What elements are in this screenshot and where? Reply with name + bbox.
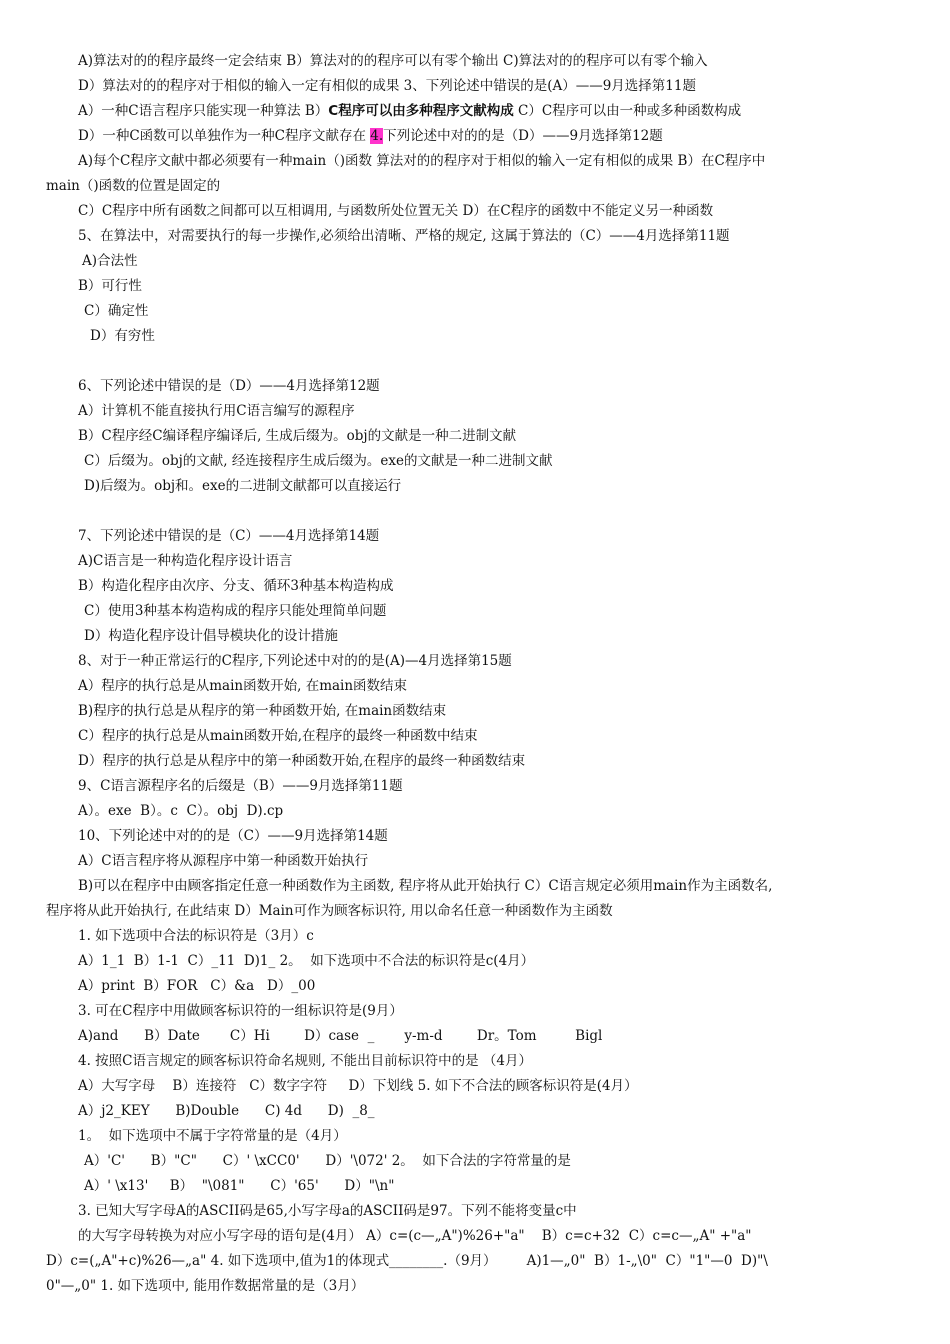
- text-line: A）1_1 B）1-1 C）_11 D)1_ 2。 如下选项中不合法的标识符是c(4月）: [78, 953, 535, 969]
- text-line: main（)函数的位置是固定的: [46, 178, 221, 194]
- inline-text: C）C程序可以由一种或多种函数构成: [513, 103, 742, 119]
- text-line: 4. 按照C语言规定的顾客标识符命名规则, 不能出目前标识符中的是 （4月）: [78, 1053, 532, 1069]
- text-line-q4: [78, 126, 663, 146]
- text-line: A）。exe B）。c C）。obj D).cp: [78, 803, 284, 819]
- text-line: A)and B）Date C）Hi D）case _ y-m-d Dr。Tom Bigl: [78, 1028, 603, 1044]
- inline-text: A）一种C语言程序只能实现一种算法 B）: [78, 103, 329, 119]
- text-line: D）程序的执行总是从程序中的第一种函数开始,在程序的最终一种函数结束: [78, 753, 526, 769]
- text-line: 3. 已知大写字母A的ASCII码是65,小写字母a的ASCII码是97。下列不能将变量c中: [78, 1203, 577, 1219]
- text-line: 7、下列论述中错误的是（C）——4月选择第14题: [78, 528, 380, 544]
- highlighted-number: 4.: [370, 128, 384, 144]
- text-line: 的大写字母转换为对应小写字母的语句是(4月） A）c=(c—„A")%26+"a" B）c=c+32 C）c=c—„A" +"a": [78, 1228, 752, 1244]
- text-line: A)合法性: [82, 253, 138, 269]
- text-line: 9、C语言源程序名的后缀是（B）——9月选择第11题: [78, 778, 403, 794]
- text-line: D)后缀为。obj和。exe的二进制文献都可以直接运行: [84, 478, 402, 494]
- text-line: A）'C' B）"C" C）' \xCC0' D）'\072' 2。 如下合法的字符常量的是: [84, 1153, 571, 1169]
- text-line: D）算法对的的程序对于相似的输入一定有相似的成果 3、下列论述中错误的是(A）——9月选择第11题: [78, 78, 696, 94]
- text-line: C）确定性: [84, 303, 149, 319]
- text-line: B）构造化程序由次序、分支、循环3种基本构造构成: [78, 578, 394, 594]
- bold-text: C程序可以由多种程序文献构成: [328, 103, 514, 119]
- text-line: C）使用3种基本构造构成的程序只能处理简单问题: [84, 603, 387, 619]
- inline-text: 下列论述中对的的是（D）——9月选择第12题: [383, 128, 663, 144]
- text-line: A）程序的执行总是从main函数开始, 在main函数结束: [78, 678, 408, 694]
- text-line: C）后缀为。obj的文献, 经连接程序生成后缀为。exe的文献是一种二进制文献: [84, 453, 553, 469]
- text-line: A）C语言程序将从源程序中第一种函数开始执行: [78, 853, 369, 869]
- text-line: D）有穷性: [90, 328, 155, 344]
- text-line: 1. 如下选项中合法的标识符是（3月）c: [78, 928, 314, 944]
- inline-text: D）一种C函数可以单独作为一种C程序文献存在: [78, 128, 371, 144]
- text-line: A）计算机不能直接执行用C语言编写的源程序: [78, 403, 355, 419]
- text-line: 1。 如下选项中不属于字符常量的是（4月）: [78, 1128, 347, 1144]
- text-line: B）C程序经C编译程序编译后, 生成后缀为。obj的文献是一种二进制文献: [78, 428, 517, 444]
- text-line: 3. 可在C程序中用做顾客标识符的一组标识符是(9月）: [78, 1003, 403, 1019]
- text-line: B)可以在程序中由顾客指定任意一种函数作为主函数, 程序将从此开始执行 C）C语言规定必须用main作为主函数名,: [78, 878, 773, 894]
- text-line: 8、对于一种正常运行的C程序,下列论述中对的的是(A)—4月选择第15题: [78, 653, 512, 669]
- text-line: 程序将从此开始执行, 在此结束 D）Main可作为顾客标识符, 用以命名任意一种函数作为主函数: [46, 903, 613, 919]
- text-line: D）c=(„A"+c)%26—„a" 4. 如下选项中,值为1的体现式________.（9月） A)1—„0" B）1-„\0" C）"1"—0 D)"\: [46, 1253, 768, 1269]
- text-line: C）C程序中所有函数之间都可以互相调用, 与函数所处位置无关 D）在C程序的函数中不能定义另一种函数: [78, 203, 714, 219]
- text-line: A)算法对的的程序最终一定会结束 B）算法对的的程序可以有零个输出 C)算法对的的程序可以有零个输入: [78, 53, 708, 69]
- text-line-q3a: [78, 101, 741, 121]
- text-line: 6、下列论述中错误的是（D）——4月选择第12题: [78, 378, 380, 394]
- text-line: A）print B）FOR C）&a D）_00: [78, 978, 316, 994]
- text-line: 0"—„0" 1. 如下选项中, 能用作数据常量的是（3月）: [46, 1278, 365, 1294]
- text-line: C）程序的执行总是从main函数开始,在程序的最终一种函数中结束: [78, 728, 478, 744]
- text-line: A）大写字母 B）连接符 C）数字字符 D）下划线 5. 如下不合法的顾客标识符是(4月）: [78, 1078, 638, 1094]
- text-line: A)C语言是一种构造化程序设计语言: [78, 553, 293, 569]
- text-line: B）可行性: [78, 278, 142, 294]
- text-line: 5、在算法中，对需要执行的每一步操作,必须给出清晰、严格的规定, 这属于算法的（C）——4月选择第11题: [78, 228, 730, 244]
- text-line: A）j2_KEY B)Double C) 4d D) _8_: [78, 1103, 375, 1119]
- text-line: A）' \x13' B） "\081" C）'65' D）"\n": [84, 1178, 395, 1194]
- text-line: D）构造化程序设计倡导模块化的设计措施: [84, 628, 338, 644]
- text-line: 10、下列论述中对的的是（C）——9月选择第14题: [78, 828, 388, 844]
- text-line: B)程序的执行总是从程序的第一种函数开始, 在main函数结束: [78, 703, 447, 719]
- text-line: A)每个C程序文献中都必须要有一种main（)函数 算法对的的程序对于相似的输入一定有相似的成果 B）在C程序中: [78, 153, 766, 169]
